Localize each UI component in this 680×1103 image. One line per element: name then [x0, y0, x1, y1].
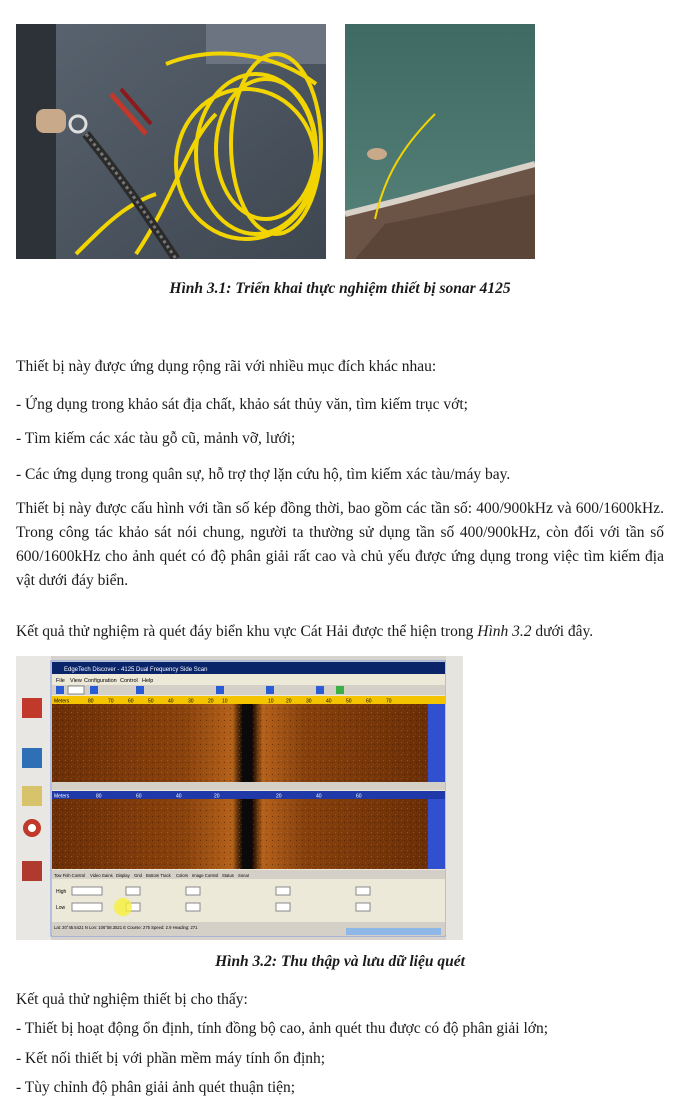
ruler-tick: 70: [108, 698, 114, 705]
gain-row-low: Low: [56, 905, 66, 911]
ruler-tick: 30: [306, 698, 312, 705]
result-intro-paragraph: [16, 620, 664, 644]
result-intro-before: Kết quả thử nghiệm rà quét đáy biển khu vực Cát Hải được thể hiện trong: [16, 623, 478, 640]
figure-reference: Hình 3.2: [477, 623, 532, 640]
ruler-tick: 20: [214, 793, 220, 800]
ruler-tick: 60: [136, 793, 142, 800]
ruler-tick: 10: [222, 698, 228, 705]
tab-display: Display: [116, 873, 130, 878]
ruler-tick: 40: [316, 793, 322, 800]
ruler-tick: 60: [128, 698, 134, 705]
ruler-tick: 20: [276, 793, 282, 800]
menu-file: File: [56, 678, 65, 684]
tab-grid: Grid: [134, 873, 142, 878]
ruler-tick: 40: [168, 698, 174, 705]
tab-bottom-track: Bottom Track: [146, 873, 171, 878]
ruler-tick: 80: [88, 698, 94, 705]
conclusion-item: - Tùy chỉnh độ phân giải ảnh quét thuận tiện;: [16, 1079, 296, 1096]
use-item: - Các ứng dụng trong quân sự, hỗ trợ thợ lặn cứu hộ, tìm kiếm xác tàu/máy bay.: [16, 466, 511, 483]
use-item: - Tìm kiếm các xác tàu gỗ cũ, mảnh vỡ, lưới;: [16, 430, 296, 447]
tab-colors: Colors: [176, 873, 189, 878]
tab-status: Status: [222, 873, 234, 878]
ruler-tick: 40: [326, 698, 332, 705]
figure-caption-3-1: Hình 3.1: Triển khai thực nghiệm thiết bị sonar 4125: [169, 280, 511, 297]
menu-view: View: [70, 678, 82, 684]
ruler-tick: 50: [346, 698, 352, 705]
sonar-cable-photo: [16, 24, 326, 259]
use-item: - Ứng dụng trong khảo sát địa chất, khảo sát thủy văn, tìm kiếm trục vớt;: [16, 396, 468, 413]
window-title: EdgeTech Discover - 4125 Dual Frequency Side Scan: [64, 667, 208, 673]
ruler-tick: 60: [366, 698, 372, 705]
conclusion-intro: Kết quả thử nghiệm thiết bị cho thấy:: [16, 991, 248, 1008]
ruler-tick: 10: [268, 698, 274, 705]
menu-configuration: Configuration: [84, 678, 117, 684]
conclusion-item: - Kết nối thiết bị với phần mềm máy tính ổn định;: [16, 1050, 326, 1067]
ruler-tick: 70: [386, 698, 392, 705]
gain-row-high: High: [56, 889, 67, 895]
ruler-tick: 50: [148, 698, 154, 705]
status-line: Lat: 20°45.5421 N Lon: 106°58.3521 E Course: 275 Speed: 2.9 Heading: 271: [54, 925, 198, 930]
ruler-tick: 80: [96, 793, 102, 800]
ruler-label: Meters: [54, 698, 70, 705]
ruler-tick: 60: [356, 793, 362, 800]
intro-paragraph: Thiết bị này được ứng dụng rộng rãi với nhiều mục đích khác nhau:: [16, 358, 437, 375]
ruler-tick: 40: [176, 793, 182, 800]
tab-tow-fish-control: Tow Fish Control: [54, 873, 86, 878]
figure-caption-3-2: Hình 3.2: Thu thập và lưu dữ liệu quét: [215, 953, 465, 970]
conclusion-item: - Thiết bị hoạt động ổn định, tính đồng bộ cao, ảnh quét thu được có độ phân giải lớn;: [16, 1020, 549, 1037]
ruler-label: Meters: [54, 793, 70, 800]
ruler-tick: 20: [208, 698, 214, 705]
ruler-tick: 30: [188, 698, 194, 705]
ruler-tick: 20: [286, 698, 292, 705]
result-intro-after: dưới đây.: [531, 623, 594, 640]
tab-sonar: Sonar: [238, 873, 250, 878]
tab-video-gains: Video Gains: [90, 873, 113, 878]
sonar-software-screenshot: [16, 656, 463, 940]
sea-deployment-photo: [345, 24, 535, 259]
menu-control: Control: [120, 678, 138, 684]
config-paragraph: Thiết bị này được cấu hình với tần số kép đồng thời, bao gồm các tần số: 400/900kHz và 600/1600kHz. Trong công tác khảo sát nói chung, người ta thường sử dụng tần số 400/900kHz, còn đối với tần số 600/1600kHz cho ảnh quét có độ phân giải rất cao và chủ yếu được ứng dụng trong việc tìm kiếm địa vật dưới đáy biển.: [16, 500, 664, 589]
tab-image-control: Image Control: [192, 873, 219, 878]
menu-help: Help: [142, 678, 154, 684]
